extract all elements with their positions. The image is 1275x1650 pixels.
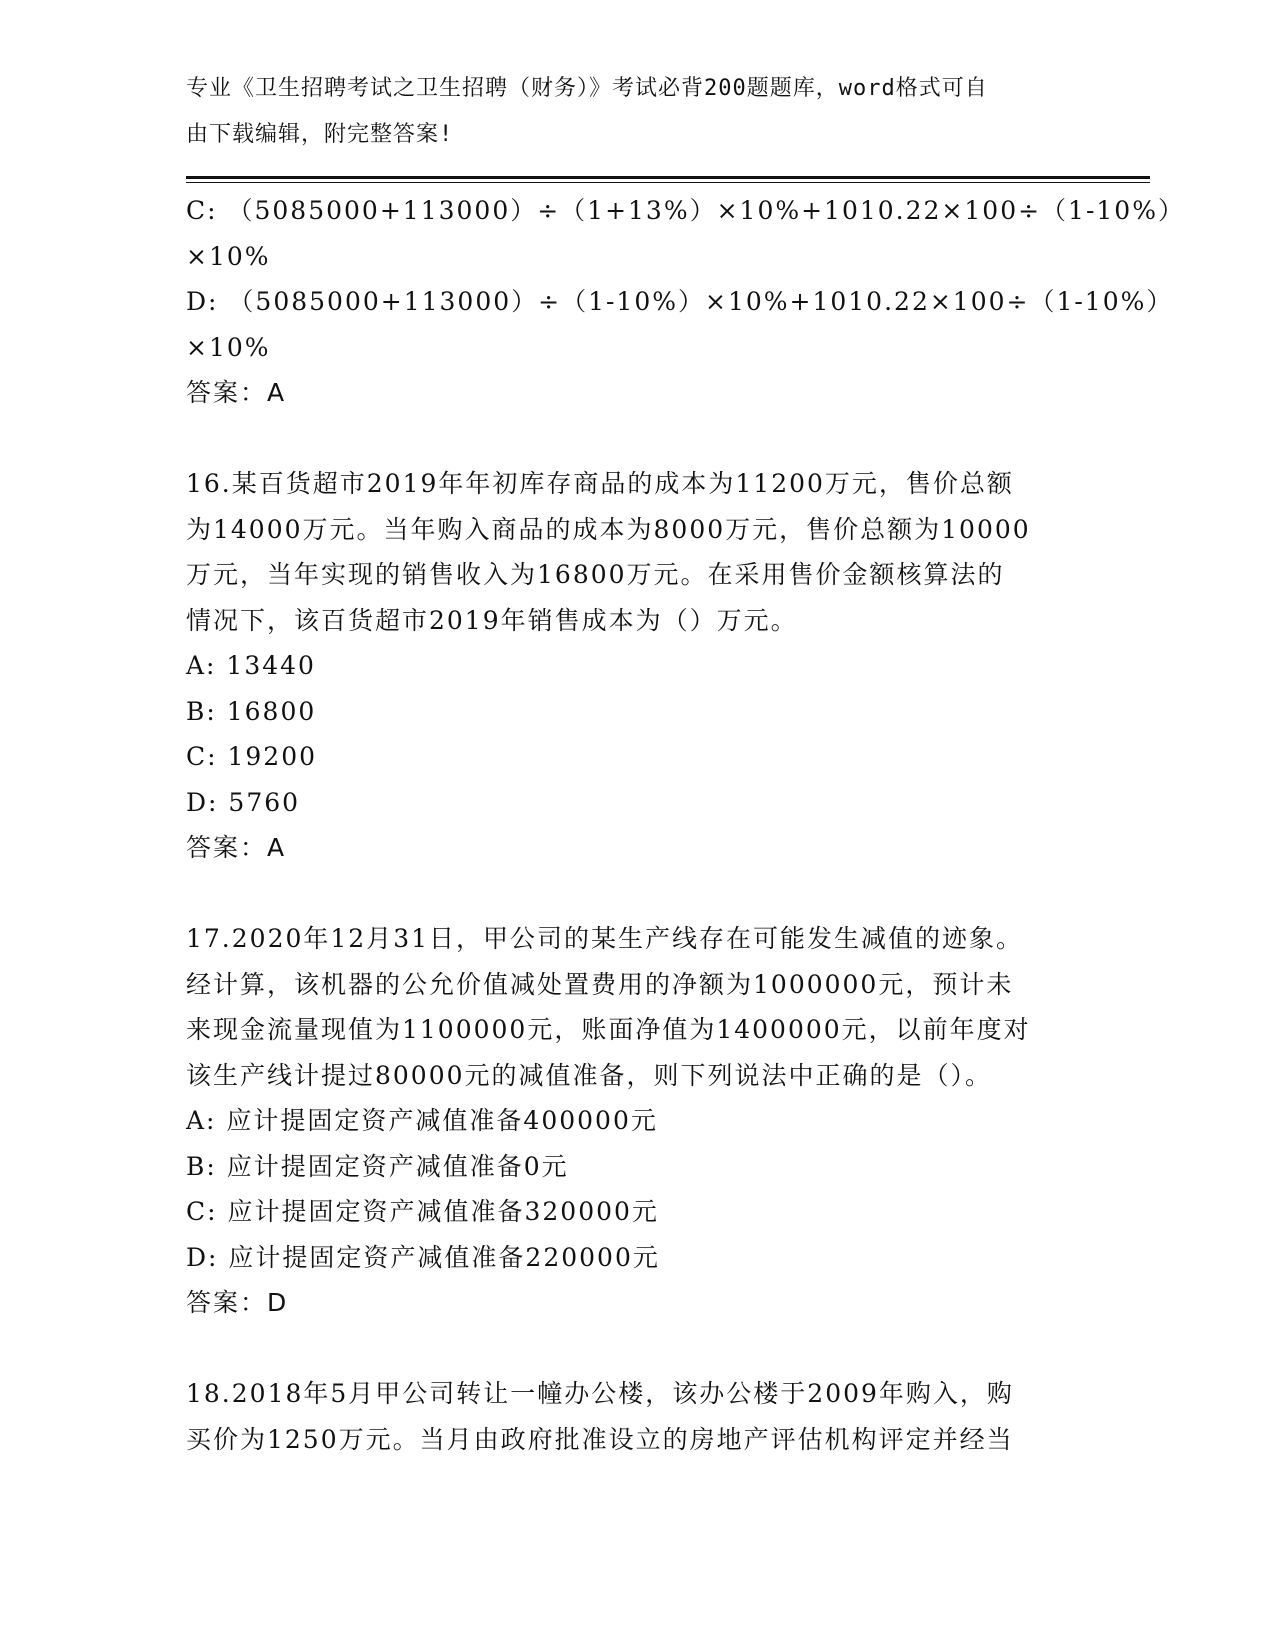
answer: 答案：A (186, 833, 287, 862)
option-a: A: 应计提固定资产减值准备400000元 (186, 1106, 658, 1135)
question-text-line: 18.2018年5月甲公司转让一幢办公楼，该办公楼于2009年购入，购 (186, 1379, 1014, 1408)
answer: 答案：A (186, 378, 287, 407)
spacer (186, 416, 1076, 462)
header-divider-thin (186, 182, 1150, 183)
question-15-tail (186, 188, 1185, 416)
question-text-line: 经计算，该机器的公允价值减处置费用的净额为1000000元，预计未 (186, 969, 1014, 999)
option-d: D: 应计提固定资产减值准备220000元 (186, 1242, 660, 1272)
question-text-line: 该生产线计提过80000元的减值准备，则下列说法中正确的是（）。 (186, 1060, 993, 1090)
spacer (186, 871, 1076, 917)
option-d-continued: ×10% (186, 332, 271, 362)
question-18 (186, 1371, 1076, 1462)
header-divider-thick (186, 176, 1150, 179)
option-d: D: 5760 (186, 787, 301, 817)
option-a: A: 13440 (186, 651, 316, 680)
option-c: C: 19200 (186, 742, 318, 771)
question-16 (186, 461, 1076, 871)
question-text-line: 为14000万元。当年购入商品的成本为8000万元，售价总额为10000 (186, 514, 1031, 544)
option-d: D: （5085000+113000）÷（1-10%）×10%+1010.22×100÷（1-10%） (186, 287, 1174, 316)
spacer (186, 1326, 1076, 1372)
question-text-line: 万元，当年实现的销售收入为16800万元。在采用售价金额核算法的 (186, 560, 1005, 589)
header-line-2: 由下载编辑，附完整答案! (186, 121, 454, 147)
question-text-line: 买价为1250万元。当月由政府批准设立的房地产评估机构评定并经当 (186, 1424, 1014, 1454)
option-b: B: 16800 (186, 696, 317, 726)
question-text-line: 来现金流量现值为1100000元，账面净值为1400000元，以前年度对 (186, 1015, 1031, 1044)
answer: 答案：D (186, 1288, 289, 1317)
question-17 (186, 916, 1076, 1326)
header-line-1: 专业《卫生招聘考试之卫生招聘（财务）》考试必背200题题库，word格式可自 (186, 76, 988, 101)
option-c: C: （5085000+113000）÷（1+13%）×10%+1010.22×100÷（1-10%） (186, 196, 1185, 225)
question-text-line: 16.某百货超市2019年年初库存商品的成本为11200万元，售价总额 (186, 469, 1014, 498)
question-text-line: 情况下，该百货超市2019年销售成本为（）万元。 (186, 605, 798, 635)
document-header (186, 70, 1066, 161)
option-c: C: 应计提固定资产减值准备320000元 (186, 1197, 659, 1226)
document-body (186, 188, 1185, 1462)
option-b: B: 应计提固定资产减值准备0元 (186, 1151, 569, 1181)
option-c-continued: ×10% (186, 241, 271, 271)
question-text-line: 17.2020年12月31日，甲公司的某生产线存在可能发生减值的迹象。 (186, 924, 1024, 953)
